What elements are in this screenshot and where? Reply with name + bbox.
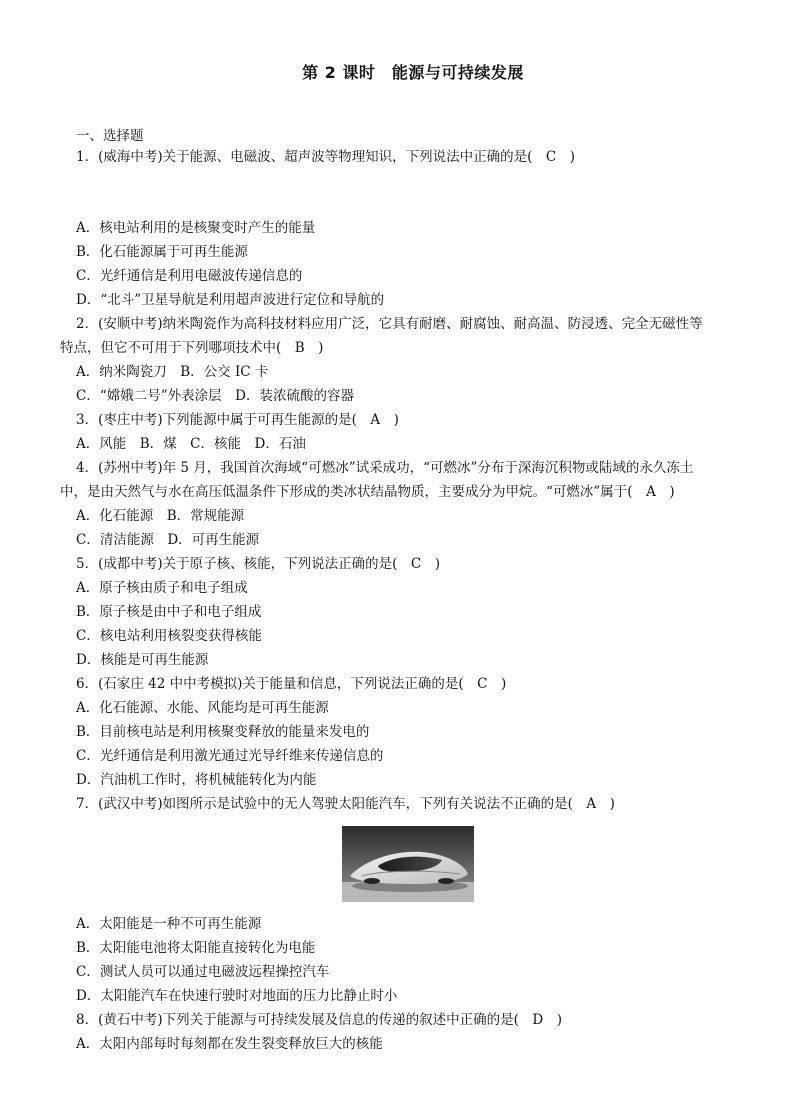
q3-options: A．风能 B．煤 C．核能 D．石油	[76, 436, 306, 452]
q1-option-d: D．“北斗”卫星导航是利用超声波进行定位和导航的	[76, 292, 385, 308]
q1-option-a: A．核电站利用的是核聚变时产生的能量	[76, 220, 316, 236]
q4-options-ab: A．化石能源 B．常规能源	[76, 508, 245, 524]
q2-options-cd: C．“嫦娥二号”外表涂层 D．装浓硫酸的容器	[76, 388, 354, 404]
q1-option-b: B．化石能源属于可再生能源	[76, 244, 248, 260]
question-7: 7．(武汉中考)如图所示是试验中的无人驾驶太阳能汽车，下列有关说法不正确的是( A )	[76, 796, 615, 812]
question-1: 1．(威海中考)关于能源、电磁波、超声波等物理知识，下列说法中正确的是( C )	[76, 149, 575, 165]
q7-option-a: A．太阳能是一种不可再生能源	[76, 916, 262, 932]
section-heading: 一、选择题	[76, 128, 144, 144]
q6-option-c: C．光纤通信是利用激光通过光导纤维来传递信息的	[76, 748, 384, 764]
question-5: 5．(成都中考)关于原子核、核能，下列说法正确的是( C )	[76, 556, 440, 572]
q7-option-d: D．太阳能汽车在快速行驶时对地面的压力比静止时小	[76, 988, 398, 1004]
q6-option-b: B．目前核电站是利用核聚变释放的能量来发电的	[76, 724, 370, 740]
solar-car-photo	[342, 826, 474, 902]
q5-option-b: B．原子核是由中子和电子组成	[76, 604, 262, 620]
solar-car-icon	[342, 826, 474, 902]
q7-option-c: C．测试人员可以通过电磁波远程操控汽车	[76, 964, 330, 980]
q5-option-c: C．核电站利用核裂变获得核能	[76, 628, 262, 644]
question-3: 3．(枣庄中考)下列能源中属于可再生能源的是( A )	[76, 412, 399, 428]
q8-option-a: A．太阳内部每时每刻都在发生裂变释放巨大的核能	[76, 1036, 383, 1052]
question-4-cont: 中，是由天然气与水在高压低温条件下形成的类冰状结晶物质，主要成分为甲烷。“可燃冰”属于( A )	[60, 484, 675, 500]
q2-options-ab: A．纳米陶瓷刀 B．公交 IC 卡	[76, 364, 269, 380]
question-2-cont: 特点，但它不可用于下列哪项技术中( B )	[60, 340, 324, 356]
q6-option-d: D．汽油机工作时，将机械能转化为内能	[76, 772, 317, 788]
q1-option-c: C．光纤通信是利用电磁波传递信息的	[76, 268, 303, 284]
question-6: 6．(石家庄 42 中中考模拟)关于能量和信息，下列说法正确的是( C )	[76, 676, 507, 692]
page-title: 第 2 课时 能源与可持续发展	[302, 63, 524, 82]
question-2: 2．(安顺中考)纳米陶瓷作为高科技材料应用广泛，它具有耐磨、耐腐蚀、耐高温、防浸透、完全无磁性等	[76, 316, 703, 332]
question-4: 4．(苏州中考)年 5 月，我国首次海域“可燃冰”试采成功，“可燃冰”分布于深海沉积物或陆域的永久冻土	[76, 460, 694, 476]
q5-option-a: A．原子核由质子和电子组成	[76, 580, 248, 596]
q5-option-d: D．核能是可再生能源	[76, 652, 209, 668]
q6-option-a: A．化石能源、水能、风能均是可再生能源	[76, 700, 329, 716]
q4-options-cd: C．清洁能源 D．可再生能源	[76, 532, 260, 548]
q7-option-b: B．太阳能电池将太阳能直接转化为电能	[76, 940, 316, 956]
question-8: 8．(黄石中考)下列关于能源与可持续发展及信息的传递的叙述中正确的是( D )	[76, 1012, 562, 1028]
